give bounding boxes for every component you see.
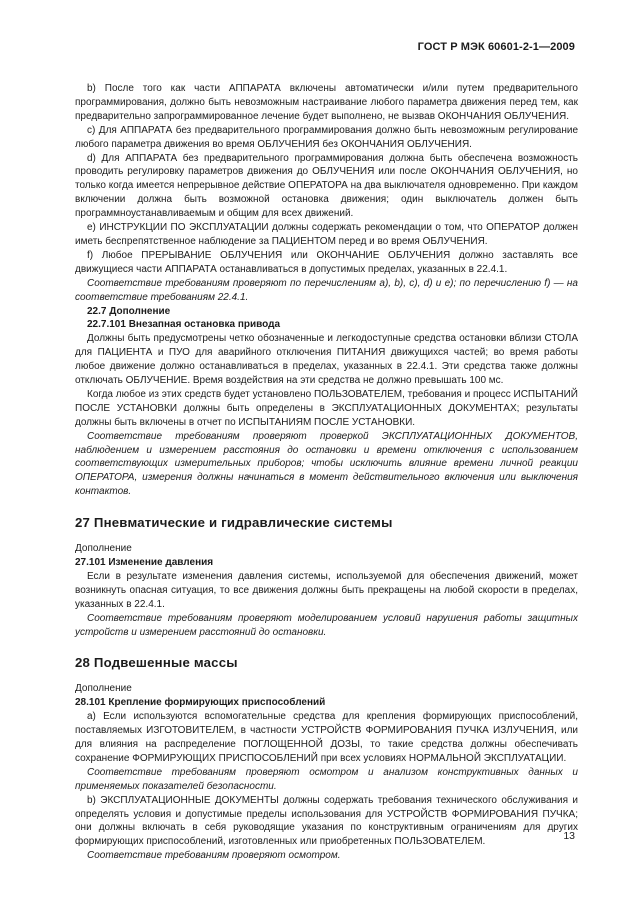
subsection-title: 28.101 Крепление формирующих приспособлений (75, 697, 326, 709)
paragraph: c) Для АППАРАТА без предварительного программирования должно быть невозможным регулирование любого параметра движения во время ОБЛУЧЕНИЯ без ОКОНЧАНИЯ ОБЛУЧЕНИЯ. (75, 124, 578, 150)
section-heading: 28 Подвешенные массы (75, 655, 238, 671)
compliance-note: Соответствие требованиям проверяют осмотром. (87, 850, 341, 862)
paragraph: Дополнение (75, 683, 132, 695)
compliance-note: Соответствие требованиям проверяют моделированием условий нарушения работы защитных устройств и измерением расстояний до остановки. (75, 612, 578, 638)
paragraph: f) Любое ПРЕРЫВАНИЕ ОБЛУЧЕНИЯ или ОКОНЧАНИЕ ОБЛУЧЕНИЯ должно заставлять все движущиеся части АППАРАТА останавливаться в допустимых пределах, указанных в 22.4.1. (75, 249, 578, 275)
paragraph: b) После того как части АППАРАТА включены автоматически и/или путем предварительного программирования, должно быть невозможным настраивание любого параметра движения перед тем, как предварительно запрограммированное лечение будет выполнено, не вызвав ОКОНЧАНИЯ ОБЛУЧЕНИЯ. (75, 83, 578, 122)
compliance-note: Соответствие требованиям проверяют проверкой ЭКСПЛУАТАЦИОННЫХ ДОКУМЕНТОВ, наблюдением и измерением расстояния до остановки и времени отключения с использованием соответствующих измерительных приборов; чтобы исключить влияние времени личной реакции ОПЕРАТОРА, измерения должны начинаться в момент действительного включения или выключения контактов. (75, 430, 578, 498)
subsection-title: 22.7.101 Внезапная остановка привода (87, 319, 281, 331)
page-number: 13 (563, 830, 575, 842)
paragraph: a) Если используются вспомогательные средства для крепления формирующих приспособлений, поставляемых ИЗГОТОВИТЕЛЕМ, в частности УСТРОЙСТВ ФОРМИРОВАНИЯ ПУЧКА ИЗЛУЧЕНИЯ, или для влияния на распределение ПОГЛОЩЕННОЙ ДОЗЫ, то такие средства должны обеспечивать сохранение ФОРМИРУЮЩИХ ПРИСПОСОБЛЕНИЙ при всех условиях НОРМАЛЬНОЙ ЭКСПЛУАТАЦИИ. (75, 711, 578, 764)
subsection-title: 22.7 Дополнение (87, 305, 171, 317)
paragraph: Должны быть предусмотрены четко обозначенные и легкодоступные средства остановки вблизи СТОЛА для ПАЦИЕНТА и ПУО для аварийного отключения ПИТАНИЯ движущихся частей; во время работы любое движение должно останавливаться в пределах, указанных в 22.4.1. Эти средства также должны отключать ОБЛУЧЕНИЕ. Время воздействия на эти средства не должно превышать 100 мс. (75, 333, 578, 387)
section-heading: 27 Пневматические и гидравлические системы (75, 515, 393, 531)
standard-header: ГОСТ Р МЭК 60601-2-1—2009 (417, 41, 575, 53)
paragraph: Если в результате изменения давления системы, используемой для обеспечения движений, может возникнуть опасная ситуация, то все движения должны быть прекращены на любой скорости в пределах, указанных в 22.4.1. (75, 570, 578, 610)
subsection-title: 27.101 Изменение давления (75, 557, 214, 568)
paragraph: Дополнение (75, 543, 132, 555)
document-body (75, 82, 578, 863)
compliance-note: Соответствие требованиям проверяют осмотром и анализом конструктивных данных и применяемых показателей безопасности. (75, 766, 578, 792)
paragraph: Когда любое из этих средств будет установлено ПОЛЬЗОВАТЕЛЕМ, требования и процесс ИСПЫТАНИЙ ПОСЛЕ УСТАНОВКИ должны быть определены в ЭКСПЛУАТАЦИОННЫХ ДОКУМЕНТАХ; результаты должны быть включены в отчет по ИСПЫТАНИЯМ ПОСЛЕ УСТАНОВКИ. (75, 388, 578, 428)
paragraph: d) Для АППАРАТА без предварительного программирования должна быть обеспечена возможность проводить регулировку параметров движения до ОБЛУЧЕНИЯ или после ОКОНЧАНИЯ ОБЛУЧЕНИЯ, но только когда имеется непрерывное действие ОПЕРАТОРА на два выключателя одновременно. При каждом включении должна быть возможной остановка движения; один выключатель должен быть программноустанавливаемым и общим для всех движений. (75, 152, 578, 220)
paragraph: e) ИНСТРУКЦИИ ПО ЭКСПЛУАТАЦИИ должны содержать рекомендации о том, что ОПЕРАТОР должен иметь беспрепятственное наблюдение за ПАЦИЕНТОМ перед и во время ОБЛУЧЕНИЯ. (75, 222, 578, 247)
paragraph: b) ЭКСПЛУАТАЦИОННЫЕ ДОКУМЕНТЫ должны содержать требования технического обслуживания и определять условия и допустимые пределы использования для УСТРОЙСТВ ФОРМИРОВАНИЯ ПУЧКА; они должны включать в себя руководящие указания по конструктивным ограничениям для других формирующих приспособлений, изготовленных или приобретенных ПОЛЬЗОВАТЕЛЕМ. (75, 794, 578, 848)
compliance-note: Соответствие требованиям проверяют по перечислениям a), b), c), d) и e); по перечислению f) — на соответствие требованиям 22.4.1. (75, 277, 578, 303)
